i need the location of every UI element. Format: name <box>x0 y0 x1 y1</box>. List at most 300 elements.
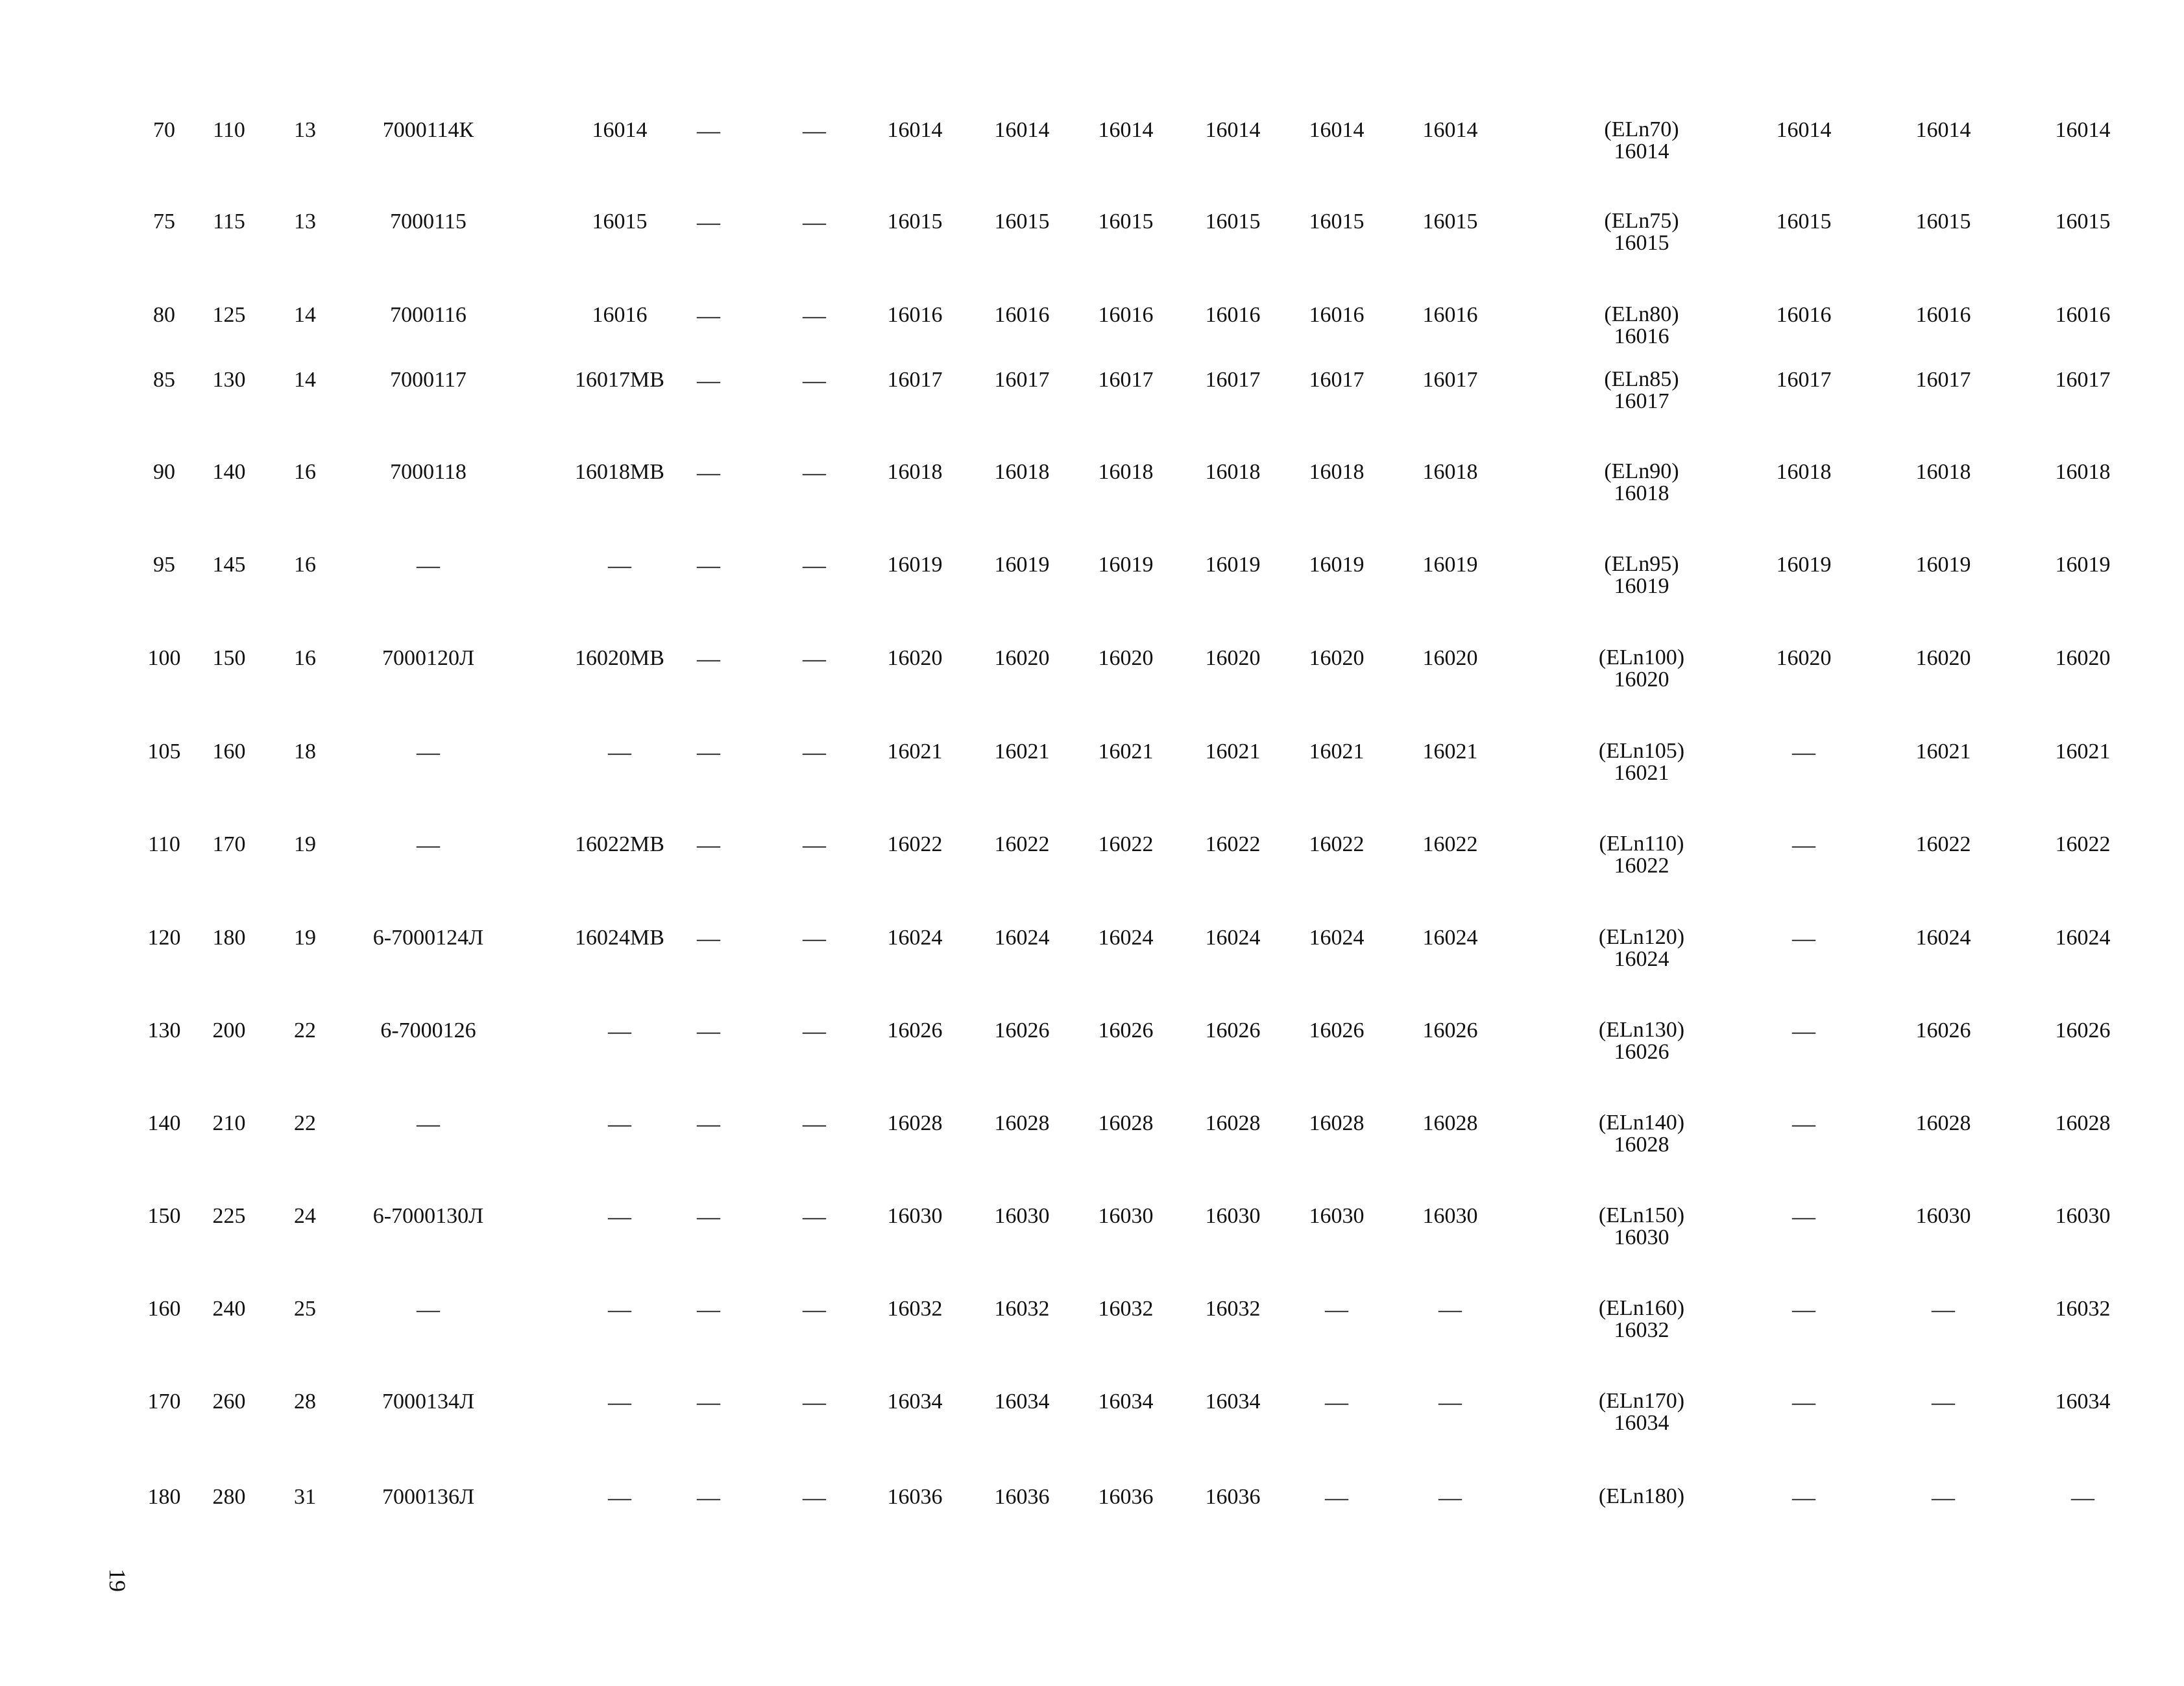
table-cell: 16017 <box>1098 368 1154 392</box>
table-cell: 110 <box>148 832 180 856</box>
table-cell: 14 <box>294 303 316 327</box>
table-cell: 16017 <box>1309 368 1365 392</box>
table-cell: 16021 <box>1098 740 1154 764</box>
table-cell: 22 <box>294 1018 316 1042</box>
table-cell: — <box>697 117 720 143</box>
table-cell: 16021 <box>887 740 943 764</box>
table-cell-stacked <box>1604 119 1679 163</box>
table-cell: 16026 <box>887 1018 943 1042</box>
table-cell: 16020 <box>1309 646 1365 670</box>
table-cell: 130 <box>147 1018 181 1042</box>
table-cell: 16017 <box>887 368 943 392</box>
table-cell: 180 <box>147 1485 181 1509</box>
table-cell: 70 <box>153 118 175 142</box>
table-cell: 16026 <box>994 1018 1050 1042</box>
table-cell: 110 <box>213 118 245 142</box>
table-cell-code: (ELn75) <box>1604 209 1679 233</box>
table-cell: 16015 <box>1309 210 1365 234</box>
table-cell: 16034 <box>887 1390 943 1414</box>
table-cell: 16016 <box>1422 303 1478 327</box>
table-cell: — <box>417 1296 440 1322</box>
table-cell: — <box>1792 1484 1815 1510</box>
table-cell: 200 <box>212 1018 246 1042</box>
table-row <box>0 304 2184 368</box>
table-cell: — <box>1325 1296 1348 1322</box>
table-cell: 16021 <box>994 740 1050 764</box>
table-cell: 16018 <box>1776 460 1832 484</box>
table-cell: — <box>803 1389 826 1415</box>
table-cell-stacked <box>1599 833 1684 877</box>
table-cell: 16026 <box>1915 1018 1971 1042</box>
table-cell: 16030 <box>1915 1204 1971 1228</box>
table-cell: 16017 <box>1205 368 1261 392</box>
table-cell: 16016 <box>887 303 943 327</box>
table-cell: — <box>608 1018 631 1044</box>
table-cell: 16022 <box>994 832 1050 856</box>
table-cell: 16017 <box>2055 368 2111 392</box>
table-cell: 16015 <box>994 210 1050 234</box>
table-cell: 16019 <box>1776 553 1832 577</box>
table-cell: 16024 <box>2055 926 2111 950</box>
table-cell: 16018 <box>1205 460 1261 484</box>
table-cell-number: 16022 <box>1614 854 1669 878</box>
table-cell: 16016 <box>1205 303 1261 327</box>
table-cell: — <box>1932 1484 1955 1510</box>
table-cell: 16015 <box>1915 210 1971 234</box>
table-cell: 160 <box>147 1297 181 1321</box>
table-row <box>0 1019 2184 1084</box>
table-cell: 16028 <box>994 1111 1050 1135</box>
table-cell: — <box>608 1111 631 1137</box>
table-cell: 16034 <box>994 1390 1050 1414</box>
table-cell: 16017 <box>1915 368 1971 392</box>
table-cell: — <box>1438 1296 1462 1322</box>
table-cell: — <box>697 739 720 765</box>
table-cell: — <box>1792 832 1815 858</box>
table-cell: 16024 <box>1098 926 1154 950</box>
table-cell: 100 <box>147 646 181 670</box>
table-cell: 16015 <box>887 210 943 234</box>
table-cell: 125 <box>212 303 246 327</box>
table-row <box>0 1112 2184 1177</box>
table-cell: 19 <box>294 926 316 950</box>
table-cell: 16020 <box>1205 646 1261 670</box>
table-cell: 18 <box>294 740 316 764</box>
table-cell-number: 16021 <box>1614 761 1669 785</box>
table-cell: 170 <box>212 832 246 856</box>
table-cell: 16016 <box>1776 303 1832 327</box>
table-cell: 16019 <box>887 553 943 577</box>
table-cell: — <box>803 552 826 578</box>
table-cell: 19 <box>294 832 316 856</box>
table-cell: 16032 <box>994 1297 1050 1321</box>
table-cell: — <box>803 459 826 485</box>
table-cell: 16034 <box>1205 1390 1261 1414</box>
table-cell: 16020 <box>1776 646 1832 670</box>
table-cell: 13 <box>294 210 316 234</box>
table-cell-code: (ELn140) <box>1598 1111 1685 1135</box>
table-cell: — <box>608 1484 631 1510</box>
table-cell-number: 16017 <box>1614 389 1669 413</box>
table-cell: — <box>1792 1389 1815 1415</box>
table-cell: 16018 <box>1915 460 1971 484</box>
table-cell: 16036 <box>994 1485 1050 1509</box>
table-cell: — <box>608 1296 631 1322</box>
table-cell: 16020 <box>1915 646 1971 670</box>
table-cell: — <box>1792 739 1815 765</box>
table-row <box>0 740 2184 805</box>
table-cell: 16018 <box>2055 460 2111 484</box>
table-cell: 150 <box>147 1204 181 1228</box>
table-cell: — <box>697 1484 720 1510</box>
table-cell: 140 <box>212 460 246 484</box>
table-cell: 16032 <box>1205 1297 1261 1321</box>
table-cell: 16019 <box>994 553 1050 577</box>
table-cell: — <box>803 832 826 858</box>
table-cell: 16028 <box>1915 1111 1971 1135</box>
table-cell: 16022 <box>1309 832 1365 856</box>
table-cell: 16020 <box>1098 646 1154 670</box>
table-cell: 16019 <box>1309 553 1365 577</box>
table-cell: — <box>803 302 826 328</box>
table-cell-stacked <box>1604 368 1679 413</box>
table-cell: — <box>1792 1296 1815 1322</box>
table-cell: — <box>417 552 440 578</box>
table-cell: 16 <box>294 460 316 484</box>
table-cell: 16036 <box>887 1485 943 1509</box>
table-cell-number: 16019 <box>1614 574 1669 598</box>
table-cell: 16021 <box>1205 740 1261 764</box>
table-cell: 16018 <box>994 460 1050 484</box>
table-cell: 16024 <box>1309 926 1365 950</box>
table-cell: 16026 <box>1098 1018 1154 1042</box>
table-cell: — <box>803 1296 826 1322</box>
table-cell: — <box>697 1389 720 1415</box>
table-cell: 16018 <box>887 460 943 484</box>
table-cell-stacked <box>1599 1019 1684 1063</box>
table-cell: 16021 <box>1309 740 1365 764</box>
table-cell: 16014 <box>1309 118 1365 142</box>
table-cell: 16014 <box>887 118 943 142</box>
table-cell-stacked <box>1604 553 1679 597</box>
table-cell: 16015 <box>1776 210 1832 234</box>
table-cell: — <box>608 552 631 578</box>
table-cell-number: 16015 <box>1614 231 1669 255</box>
table-cell: — <box>803 1203 826 1229</box>
table-cell: — <box>803 739 826 765</box>
table-cell: 16020 <box>2055 646 2111 670</box>
table-cell: — <box>697 1018 720 1044</box>
table-cell: — <box>697 459 720 485</box>
table-cell: 16030 <box>887 1204 943 1228</box>
table-cell-number: 16028 <box>1614 1133 1669 1157</box>
table-cell: — <box>1792 1018 1815 1044</box>
table-cell: 225 <box>212 1204 246 1228</box>
table-cell: — <box>417 1111 440 1137</box>
table-cell: 16018 <box>1098 460 1154 484</box>
table-cell-stacked <box>1604 461 1679 505</box>
table-cell: 16015 <box>592 210 648 234</box>
table-cell: 90 <box>153 460 175 484</box>
table-cell: 16022 <box>1915 832 1971 856</box>
table-cell-code: (ELn180) <box>1598 1484 1685 1508</box>
table-cell: — <box>608 1389 631 1415</box>
table-cell: 16019 <box>2055 553 2111 577</box>
table-cell: 240 <box>212 1297 246 1321</box>
table-cell: 16022 <box>1098 832 1154 856</box>
table-cell: 7000120Л <box>382 646 475 670</box>
table-cell: 7000114К <box>382 118 474 142</box>
table-row <box>0 1205 2184 1270</box>
table-cell: 16030 <box>1098 1204 1154 1228</box>
table-row <box>0 119 2184 184</box>
table-cell: — <box>697 302 720 328</box>
table-cell: 16 <box>294 646 316 670</box>
table-cell: — <box>803 209 826 235</box>
table-cell: 210 <box>212 1111 246 1135</box>
table-cell: 13 <box>294 118 316 142</box>
table-cell-stacked <box>1599 1390 1684 1434</box>
table-cell: 16020 <box>1422 646 1478 670</box>
table-cell: 16032 <box>887 1297 943 1321</box>
table-cell: 95 <box>153 553 175 577</box>
table-cell: 170 <box>147 1390 181 1414</box>
table-cell: 260 <box>212 1390 246 1414</box>
table-cell: — <box>417 739 440 765</box>
table-cell-code: (ELn160) <box>1598 1296 1685 1320</box>
table-cell: 16022 <box>887 832 943 856</box>
table-cell: 16017МВ <box>575 368 664 392</box>
table-cell: — <box>697 1296 720 1322</box>
table-cell: 16032 <box>2055 1297 2111 1321</box>
table-cell: — <box>417 832 440 858</box>
table-cell: — <box>1325 1389 1348 1415</box>
table-cell: 16016 <box>2055 303 2111 327</box>
table-cell: 6-7000124Л <box>372 926 484 950</box>
table-row <box>0 1390 2184 1455</box>
table-cell: 16021 <box>2055 740 2111 764</box>
table-cell: 16018МВ <box>575 460 664 484</box>
table-cell: — <box>2071 1484 2094 1510</box>
table-cell: 16024МВ <box>575 926 664 950</box>
table-cell-code: (ELn80) <box>1604 302 1679 326</box>
table-cell: 16017 <box>1776 368 1832 392</box>
table-cell: 140 <box>147 1111 181 1135</box>
table-cell: 16014 <box>1205 118 1261 142</box>
table-cell: 16024 <box>1422 926 1478 950</box>
table-cell: 16015 <box>2055 210 2111 234</box>
table-cell: 16016 <box>1098 303 1154 327</box>
table-cell: — <box>803 925 826 951</box>
table-cell: 16026 <box>1422 1018 1478 1042</box>
table-cell-stacked <box>1599 1297 1684 1342</box>
table-cell: 16030 <box>994 1204 1050 1228</box>
table-cell: 16020 <box>994 646 1050 670</box>
table-cell: 16028 <box>1309 1111 1365 1135</box>
table-cell: 7000118 <box>390 460 467 484</box>
table-cell: 7000136Л <box>382 1485 475 1509</box>
table-cell: — <box>608 1203 631 1229</box>
table-cell: 85 <box>153 368 175 392</box>
table-cell: 16018 <box>1309 460 1365 484</box>
table-cell: 115 <box>213 210 245 234</box>
table-cell: — <box>803 367 826 393</box>
table-cell: — <box>803 117 826 143</box>
table-row <box>0 833 2184 898</box>
table-cell: — <box>697 645 720 671</box>
table-cell: — <box>1792 1111 1815 1137</box>
table-cell: — <box>697 367 720 393</box>
table-cell: 16014 <box>1422 118 1478 142</box>
table-cell-code: (ELn130) <box>1598 1018 1685 1042</box>
table-cell: 16026 <box>2055 1018 2111 1042</box>
table-cell: 16014 <box>1098 118 1154 142</box>
table-cell: 16026 <box>1205 1018 1261 1042</box>
table-cell-code: (ELn150) <box>1598 1203 1685 1227</box>
table-cell: 16 <box>294 553 316 577</box>
table-cell: 160 <box>212 740 246 764</box>
table-cell: 7000117 <box>390 368 467 392</box>
table-cell: — <box>697 552 720 578</box>
table-cell: 16034 <box>2055 1390 2111 1414</box>
table-cell: 24 <box>294 1204 316 1228</box>
table-cell-code: (ELn95) <box>1604 552 1679 576</box>
table-cell-code: (ELn170) <box>1598 1389 1685 1413</box>
table-row <box>0 1297 2184 1362</box>
table-cell: 16018 <box>1422 460 1478 484</box>
table-cell-stacked <box>1599 647 1684 691</box>
table-cell-code: (ELn110) <box>1599 832 1684 856</box>
table-cell: 16030 <box>1309 1204 1365 1228</box>
table-cell-number: 16026 <box>1614 1040 1669 1064</box>
table-cell: 16014 <box>592 118 648 142</box>
table-cell: 16022 <box>2055 832 2111 856</box>
table-cell: 16021 <box>1422 740 1478 764</box>
table-cell: 16017 <box>994 368 1050 392</box>
table-cell: 16028 <box>2055 1111 2111 1135</box>
table-cell: — <box>803 645 826 671</box>
table-cell: 16030 <box>1422 1204 1478 1228</box>
table-cell-stacked <box>1599 740 1684 784</box>
table-cell: 16024 <box>1915 926 1971 950</box>
table-cell: 16020 <box>887 646 943 670</box>
table-cell: — <box>697 925 720 951</box>
table-cell: 6-7000126 <box>380 1018 476 1042</box>
table-cell: 31 <box>294 1485 316 1509</box>
table-cell-stacked <box>1599 1205 1684 1249</box>
table-cell: 14 <box>294 368 316 392</box>
table-row <box>0 926 2184 991</box>
table-cell-number: 16032 <box>1614 1318 1669 1342</box>
table-cell: 130 <box>212 368 246 392</box>
table-cell: — <box>1438 1389 1462 1415</box>
table-cell: — <box>803 1018 826 1044</box>
page-number: 19 <box>104 1569 130 1592</box>
table-row <box>0 461 2184 525</box>
table-cell: — <box>803 1111 826 1137</box>
table-cell: 25 <box>294 1297 316 1321</box>
table-cell: 16015 <box>1205 210 1261 234</box>
table-cell-number: 16018 <box>1614 481 1669 505</box>
table-cell: — <box>697 209 720 235</box>
table-cell: 16034 <box>1098 1390 1154 1414</box>
table-cell-code: (ELn90) <box>1604 459 1679 483</box>
table-cell-code: (ELn105) <box>1598 739 1685 763</box>
table-cell: 120 <box>147 926 181 950</box>
table-cell: 280 <box>212 1485 246 1509</box>
table-cell: — <box>1932 1389 1955 1415</box>
table-cell: 80 <box>153 303 175 327</box>
table-row <box>0 1486 2184 1550</box>
table-cell: 16020МВ <box>575 646 664 670</box>
table-cell: 16014 <box>994 118 1050 142</box>
table-cell: 16028 <box>1098 1111 1154 1135</box>
table-cell: 16024 <box>887 926 943 950</box>
table-cell: 6-7000130Л <box>372 1204 484 1228</box>
table-row <box>0 553 2184 618</box>
table-cell: — <box>1325 1484 1348 1510</box>
table-row <box>0 368 2184 433</box>
table-cell: 16014 <box>1915 118 1971 142</box>
table-row <box>0 210 2184 275</box>
table-cell: 16032 <box>1098 1297 1154 1321</box>
table-cell: — <box>1792 1203 1815 1229</box>
table-cell: 16015 <box>1422 210 1478 234</box>
table-cell-code: (ELn100) <box>1598 645 1685 669</box>
table-cell: 16030 <box>1205 1204 1261 1228</box>
table-cell: 16022 <box>1422 832 1478 856</box>
table-cell: 16016 <box>592 303 648 327</box>
table-cell: 22 <box>294 1111 316 1135</box>
table-cell: 7000115 <box>390 210 467 234</box>
table-cell: 7000116 <box>390 303 467 327</box>
table-cell-number: 16016 <box>1614 324 1669 348</box>
table-cell: 16022МВ <box>575 832 664 856</box>
table-cell: 16016 <box>1915 303 1971 327</box>
table-cell: 16026 <box>1309 1018 1365 1042</box>
table-cell: 16014 <box>1776 118 1832 142</box>
table-cell: — <box>697 832 720 858</box>
table-cell: 16015 <box>1098 210 1154 234</box>
table-cell: 16028 <box>1205 1111 1261 1135</box>
table-cell: 16021 <box>1915 740 1971 764</box>
table-cell: 145 <box>212 553 246 577</box>
table-cell-stacked <box>1604 210 1679 254</box>
table-cell: 16028 <box>1422 1111 1478 1135</box>
table-cell: 180 <box>212 926 246 950</box>
table-cell-stacked <box>1604 304 1679 348</box>
table-cell: 16028 <box>887 1111 943 1135</box>
table-cell: 16016 <box>994 303 1050 327</box>
table-row <box>0 647 2184 712</box>
table-cell-code: (ELn70) <box>1604 117 1679 141</box>
table-cell-stacked <box>1599 926 1684 970</box>
table-cell: 16024 <box>994 926 1050 950</box>
table-cell: 16036 <box>1205 1485 1261 1509</box>
table-cell-stacked <box>1599 1486 1684 1508</box>
table-cell: 16019 <box>1205 553 1261 577</box>
table-cell: — <box>803 1484 826 1510</box>
table-cell: 16014 <box>2055 118 2111 142</box>
table-cell: 16036 <box>1098 1485 1154 1509</box>
table-cell: — <box>1792 925 1815 951</box>
table-cell: — <box>697 1203 720 1229</box>
table-cell: 16016 <box>1309 303 1365 327</box>
table-cell-number: 16020 <box>1614 668 1669 692</box>
table-cell-code: (ELn120) <box>1598 925 1685 949</box>
table-cell: 7000134Л <box>382 1390 475 1414</box>
table-cell-number: 16024 <box>1614 947 1669 971</box>
